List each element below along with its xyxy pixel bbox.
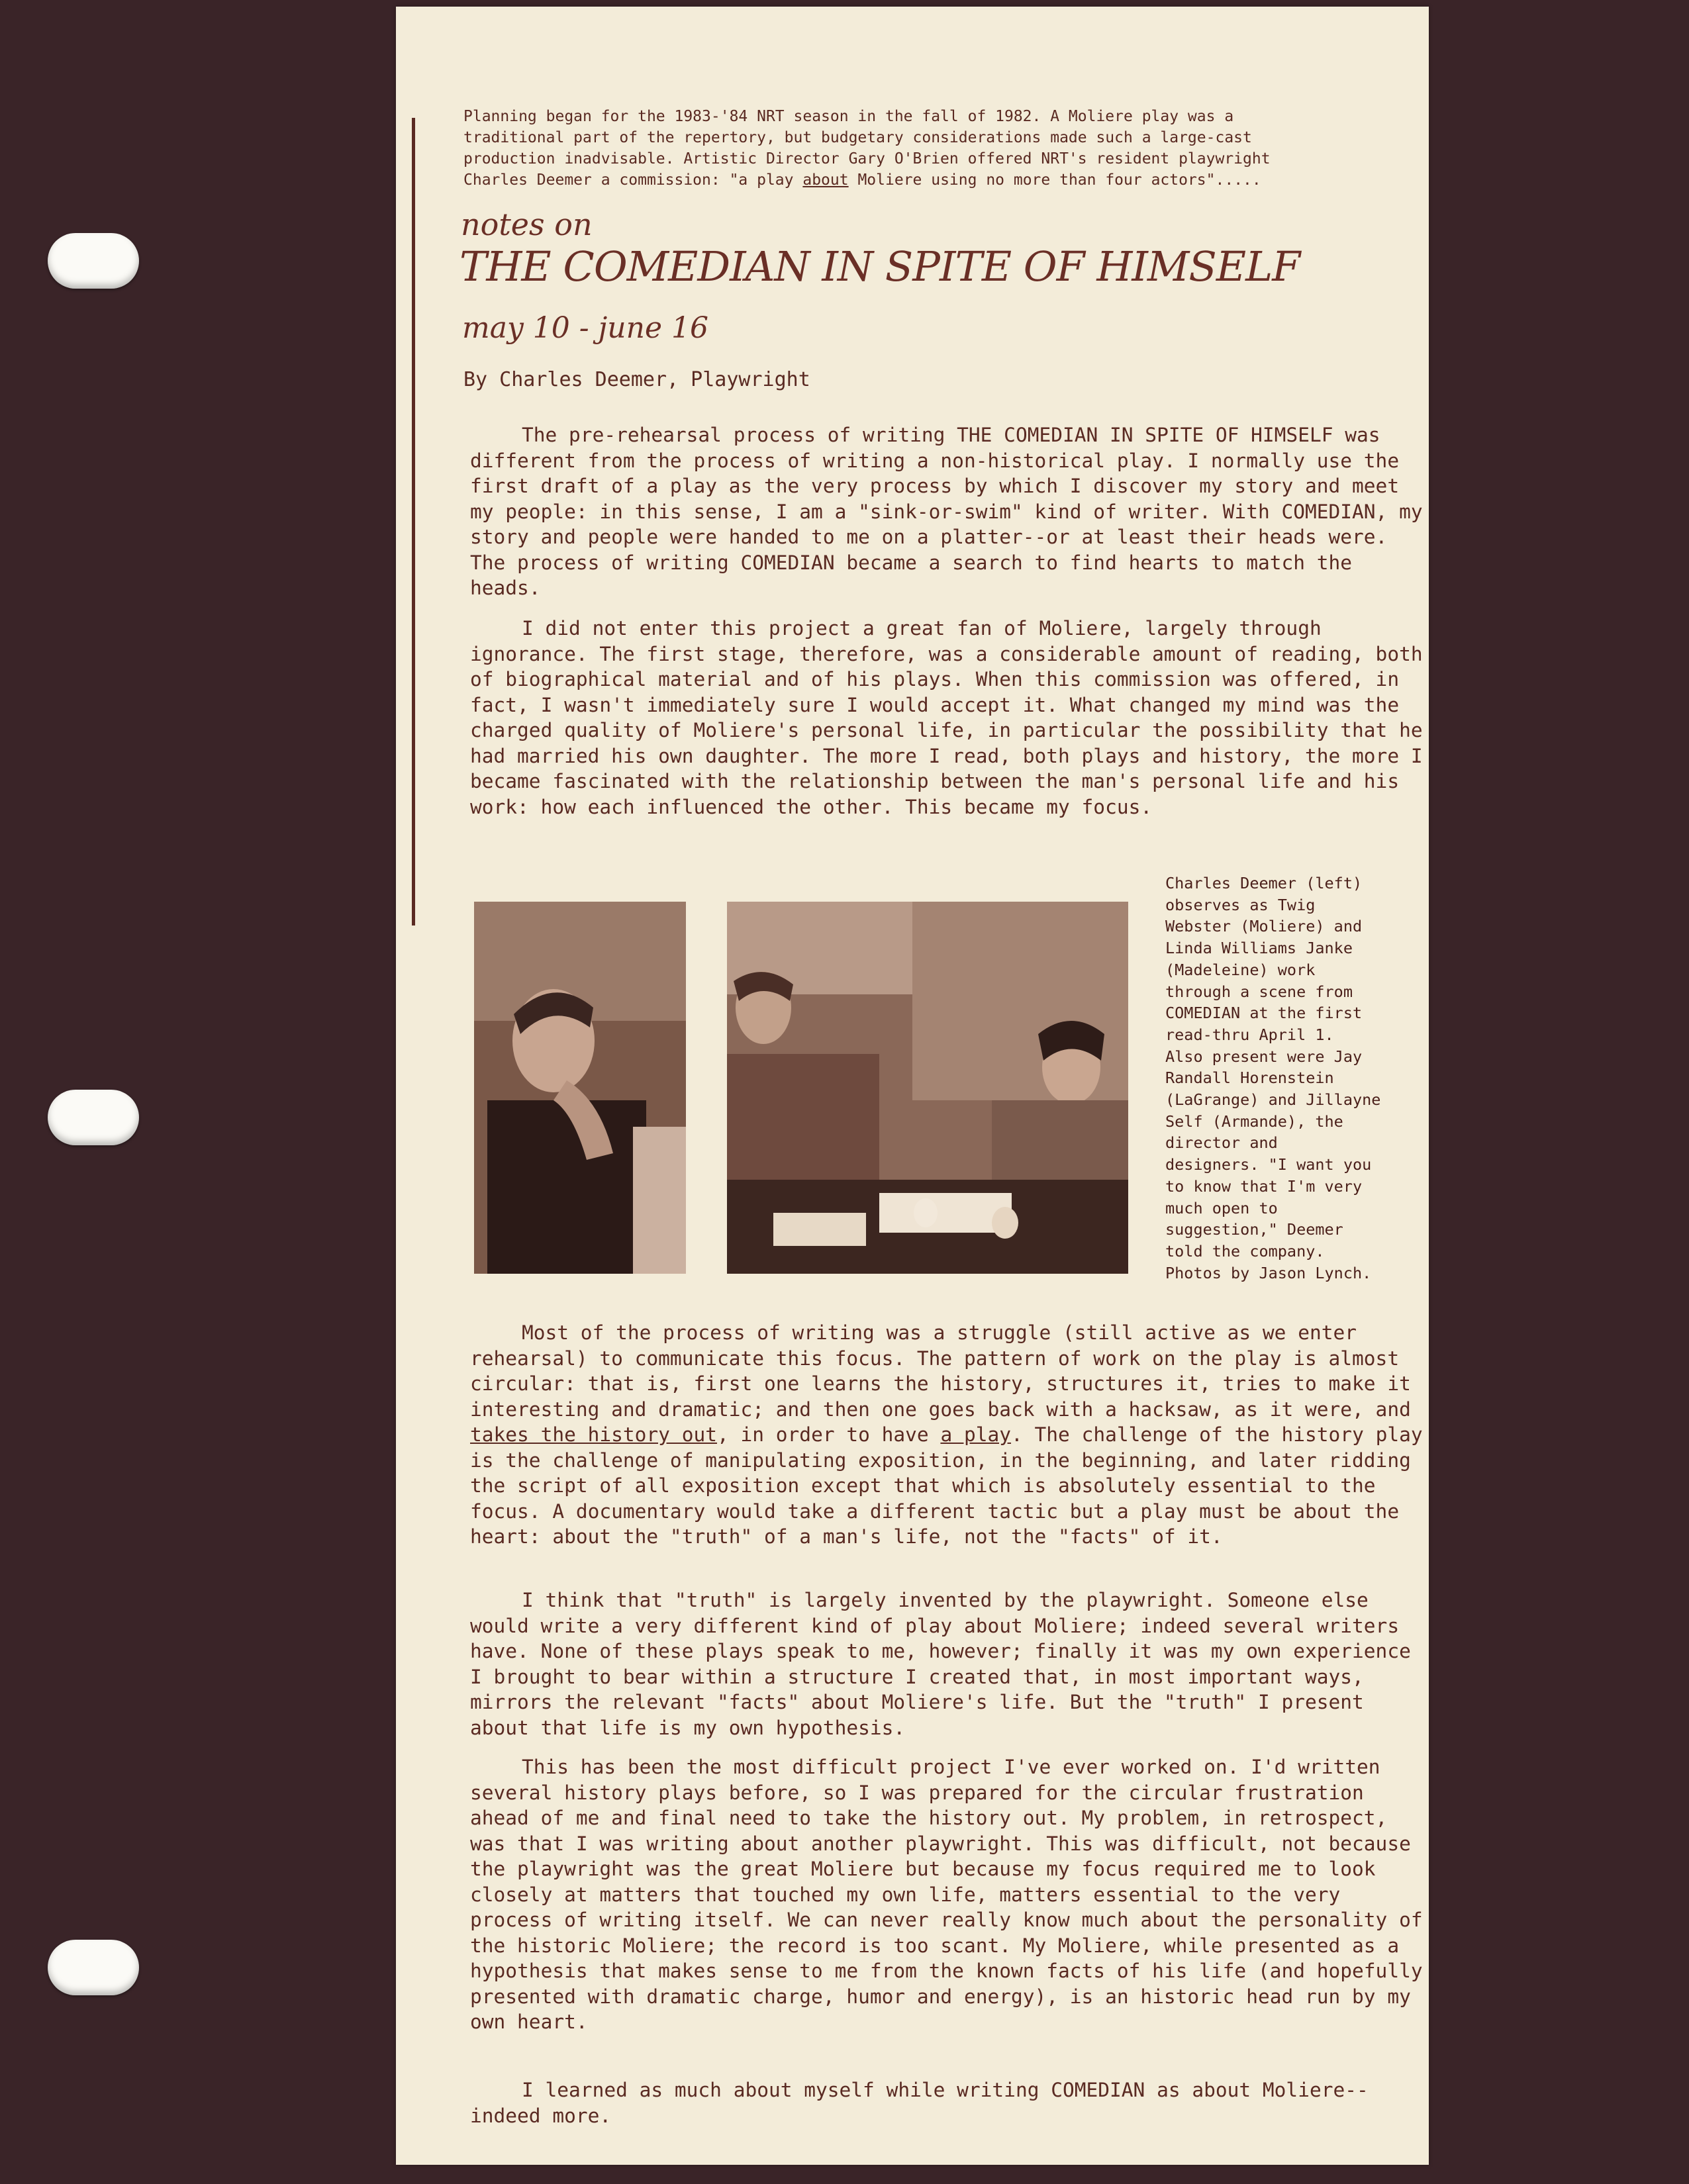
binder-hole-bottom bbox=[48, 1940, 139, 1995]
photo-read-thru bbox=[727, 902, 1128, 1274]
photo-caption: Charles Deemer (left) observes as Twig Webster (Moliere) and Linda Williams Janke (Madeleine) work through a scene from COMEDIAN at the first read-thru April 1. Also present were Jay Randall Horenstein (LaGrange) and Jillayne Self (Armande), the director and designers. "I want you to know that I'm very much open to suggestion," Deemer told the company. Photos by Jason Lynch. bbox=[1165, 874, 1381, 1282]
paragraph-3: Most of the process of writing was a struggle (still active as we enter rehearsal) to communicate this focus. The pattern of work on the play is almost circular: that is, first one learns the history, structures it, tries to make it interesting and dramatic; and then one goes back with a hacksaw, as it were, and takes the history out, in order to have a play. The challenge of the history play is the challenge of manipulating exposition, in the beginning, and later ridding the script of all exposition except that which is absolutely essential to the focus. A documentary would take a different tactic but a play must be about the heart: about the "truth" of a man's life, not the "facts" of it. bbox=[470, 1321, 1423, 1548]
article-title: THE COMEDIAN IN SPITE OF HIMSELF bbox=[459, 242, 1300, 291]
paragraph-2: I did not enter this project a great fan of Moliere, largely through ignorance. The first stage, therefore, was a considerable amount of reading, both of biographical material and of his plays. When this commission was offered, in fact, I wasn't immediately sure I would accept it. What changed my mind was the charged quality of Moliere's personal life, in particular the possibility that he had married his own daughter. The more I read, both plays and history, the more I became fascinated with the relationship between the man's personal life and his work: how each influenced the other. This became my focus. bbox=[470, 617, 1423, 818]
notes-on-label: notes on bbox=[461, 207, 593, 242]
paragraph-5: This has been the most difficult project I've ever worked on. I'd written several history plays before, so I was prepared for the circular frustration ahead of me and final need to take the history out. My problem, in retrospect, was that I was writing about another playwright. This was difficult, not because the playwright was the great Moliere but because my focus required me to look closely at matters that touched my own life, matters essential to the very process of writing itself. We can never really know much about the personality of the historic Moliere; the record is too scant. My Moliere, while presented as a hypothesis that makes sense to me from the known facts of his life (and hopefully presented with dramatic charge, humor and energy), is an historic head run by my own heart. bbox=[470, 1756, 1423, 2033]
run-dates: may 10 - june 16 bbox=[462, 311, 708, 345]
intro-note: Planning began for the 1983-'84 NRT season in the fall of 1982. A Moliere play was a traditional part of the repertory, but budgetary considerations made such a large-cast production inadvisable. Artistic Director Gary O'Brien offered NRT's resident playwright Charles Deemer a commission: "a play about Moliere using no more than four actors"..... bbox=[463, 108, 1271, 189]
binder-hole-middle bbox=[48, 1090, 139, 1145]
paragraph-6: I learned as much about myself while writing COMEDIAN as about Moliere--indeed more. bbox=[470, 2079, 1369, 2127]
intro-side-rule bbox=[412, 118, 415, 926]
binder-hole-top bbox=[48, 233, 139, 289]
photo-charles-deemer bbox=[474, 902, 686, 1274]
paragraph-4: I think that "truth" is largely invented by the playwright. Someone else would write a very different kind of play about Moliere; indeed several writers have. None of these plays speak to me, however; finally it was my own experience I brought to bear within a structure I created that, in most important ways, mirrors the relevant "facts" about Moliere's life. But the "truth" I present about that life is my own hypothesis. bbox=[470, 1589, 1411, 1739]
byline: By Charles Deemer, Playwright bbox=[463, 368, 810, 391]
paragraph-1: The pre-rehearsal process of writing THE COMEDIAN IN SPITE OF HIMSELF was different from the process of writing a non-historical play. I normally use the first draft of a play as the very process by which I discover my story and meet my people: in this sense, I am a "sink-or-swim" kind of writer. With COMEDIAN, my story and people were handed to me on a platter--or at least their heads were. The process of writing COMEDIAN became a search to find hearts to match the heads. bbox=[470, 424, 1423, 599]
